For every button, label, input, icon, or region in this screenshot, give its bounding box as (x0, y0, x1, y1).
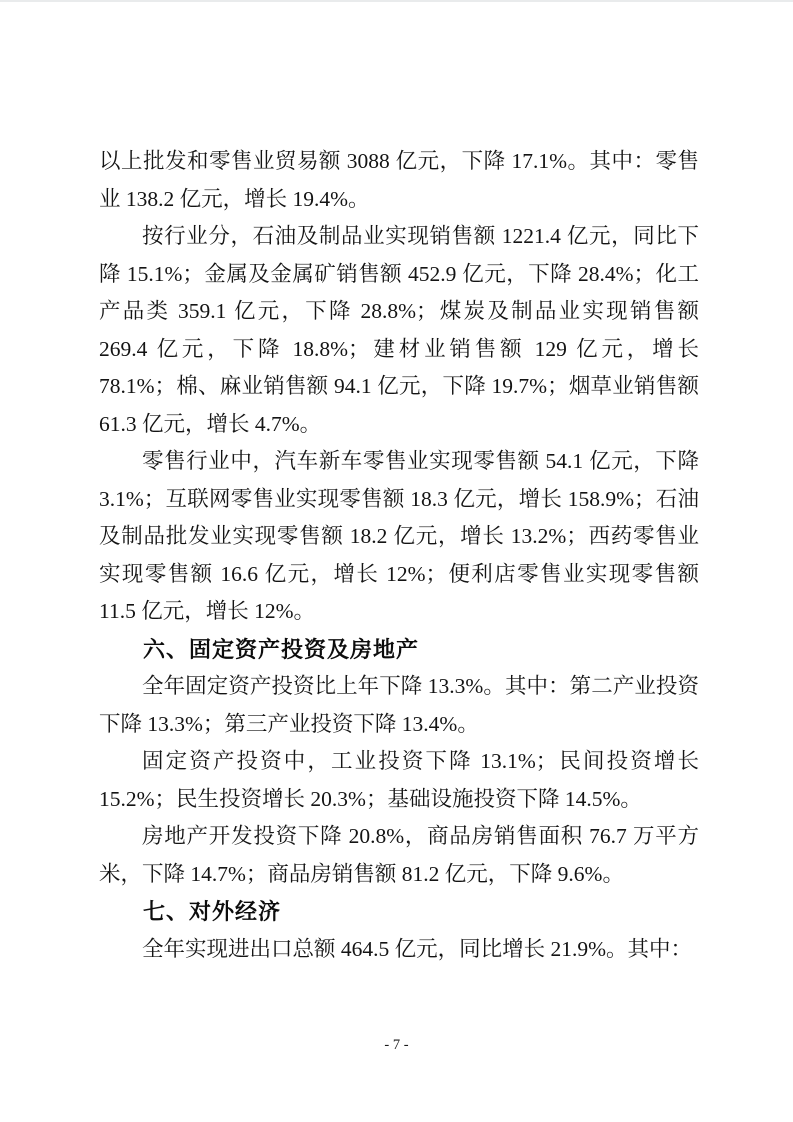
section-heading-foreign-economy: 七、对外经济 (143, 899, 282, 924)
paragraph-wholesale-retail-trade: 以上批发和零售业贸易额 3088 亿元，下降 17.1%。其中：零售业 138.2 亿元，增长 19.4%。 (99, 149, 699, 211)
page-body (99, 143, 699, 968)
paragraph-retail-sectors: 零售行业中，汽车新车零售业实现零售额 54.1 亿元，下降 3.1%；互联网零售业实现零售额 18.3 亿元，增长 158.9%；石油及制品批发业实现零售额 18.2 亿元，增长 13.2%；西药零售业实现零售额 16.6 亿元，增长 12%；便利店零售业实现零售额 11.5 亿元，增长 12%。 (99, 449, 699, 623)
paragraph-real-estate-development: 房地产开发投资下降 20.8%，商品房销售面积 76.7 万平方米，下降 14.7%；商品房销售额 81.2 亿元，下降 9.6%。 (99, 824, 699, 886)
paragraph-fixed-asset-investment: 全年固定资产投资比上年下降 13.3%。其中：第二产业投资下降 13.3%；第三产业投资下降 13.4%。 (99, 674, 699, 736)
section-heading-fixed-assets-real-estate: 六、固定资产投资及房地产 (143, 636, 420, 662)
page-number: - 7 - (384, 1037, 409, 1053)
paragraph-investment-breakdown: 固定资产投资中，工业投资下降 13.1%；民间投资增长 15.2%；民生投资增长 20.3%；基础设施投资下降 14.5%。 (99, 749, 699, 811)
paragraph-import-export-total: 全年实现进出口总额 464.5 亿元，同比增长 21.9%。其中： (142, 936, 693, 961)
paragraph-sales-by-industry: 按行业分，石油及制品业实现销售额 1221.4 亿元，同比下降 15.1%；金属及金属矿销售额 452.9 亿元，下降 28.4%；化工产品类 359.1 亿元，下降 28.8%；煤炭及制品业实现销售额 269.4 亿元，下降 18.8%；建材业销售额 129 亿元，增长 78.1%；棉、麻业销售额 94.1 亿元，下降 19.7%；烟草业销售额 61.3 亿元，增长 4.7%。 (99, 224, 699, 436)
